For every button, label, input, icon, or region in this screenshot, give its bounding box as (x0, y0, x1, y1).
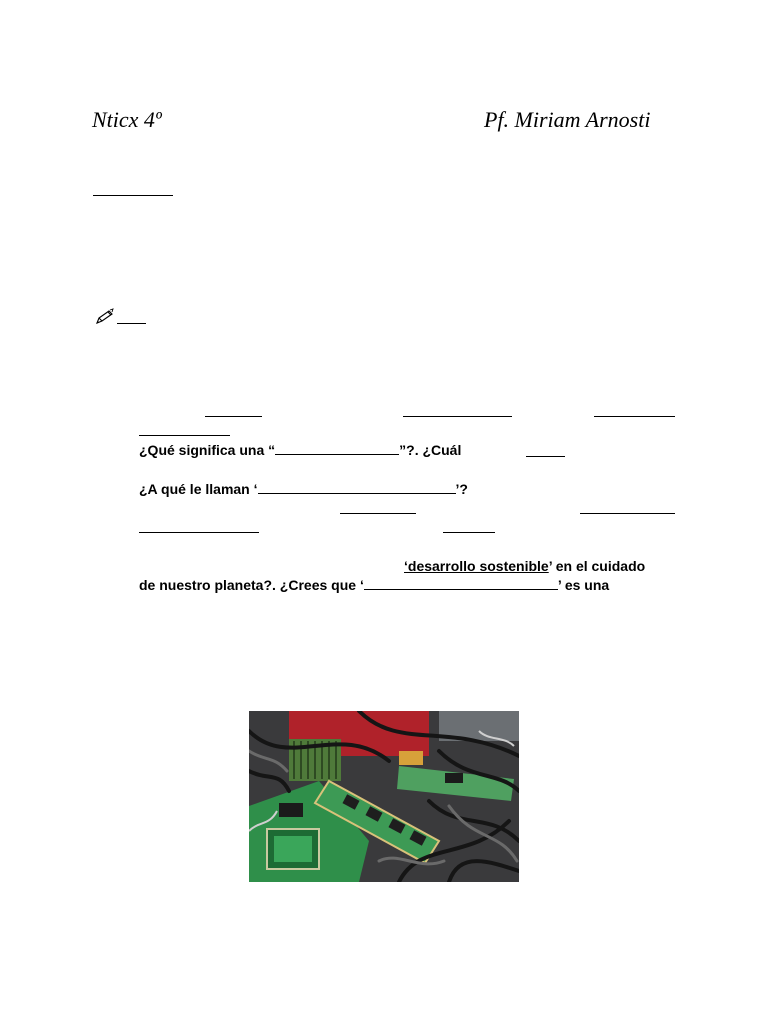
question-2-prefix: ¿A qué le llaman ‘ (139, 481, 258, 497)
question-3-after: ’ en el cuidado (548, 558, 646, 574)
sustainable-development-term: ‘desarrollo sostenible (404, 558, 549, 574)
blank-line (580, 513, 675, 514)
blank-line (139, 435, 230, 436)
blank-line (340, 513, 416, 514)
answer-blank (258, 481, 456, 494)
blank-line (526, 456, 565, 457)
question-2 (139, 480, 468, 498)
blank-line (443, 532, 495, 533)
title-underline (93, 195, 173, 196)
answer-blank (364, 577, 558, 590)
pencil-underline (117, 323, 146, 324)
blank-line (139, 532, 259, 533)
pencil-icon (95, 308, 115, 326)
question-2-suffix: ’? (455, 481, 468, 497)
blank-line (205, 416, 262, 417)
question-3-line-2-start: de nuestro planeta?. ¿Crees que ‘ (139, 577, 364, 593)
electronic-waste-photo (249, 711, 519, 882)
question-1-prefix: ¿Qué significa una “ (139, 442, 276, 458)
question-3-line-2 (139, 576, 609, 594)
blank-line (403, 416, 512, 417)
question-3-line-2-end: ’ es una (557, 577, 610, 593)
question-1-mid: ”?. ¿Cuál (399, 442, 462, 458)
blank-line (594, 416, 675, 417)
teacher-name: Pf. Miriam Arnosti (484, 107, 651, 132)
answer-blank (275, 442, 399, 455)
course-title: Nticx 4º (92, 107, 162, 132)
question-3-line-1 (404, 557, 645, 575)
question-1 (139, 441, 461, 459)
